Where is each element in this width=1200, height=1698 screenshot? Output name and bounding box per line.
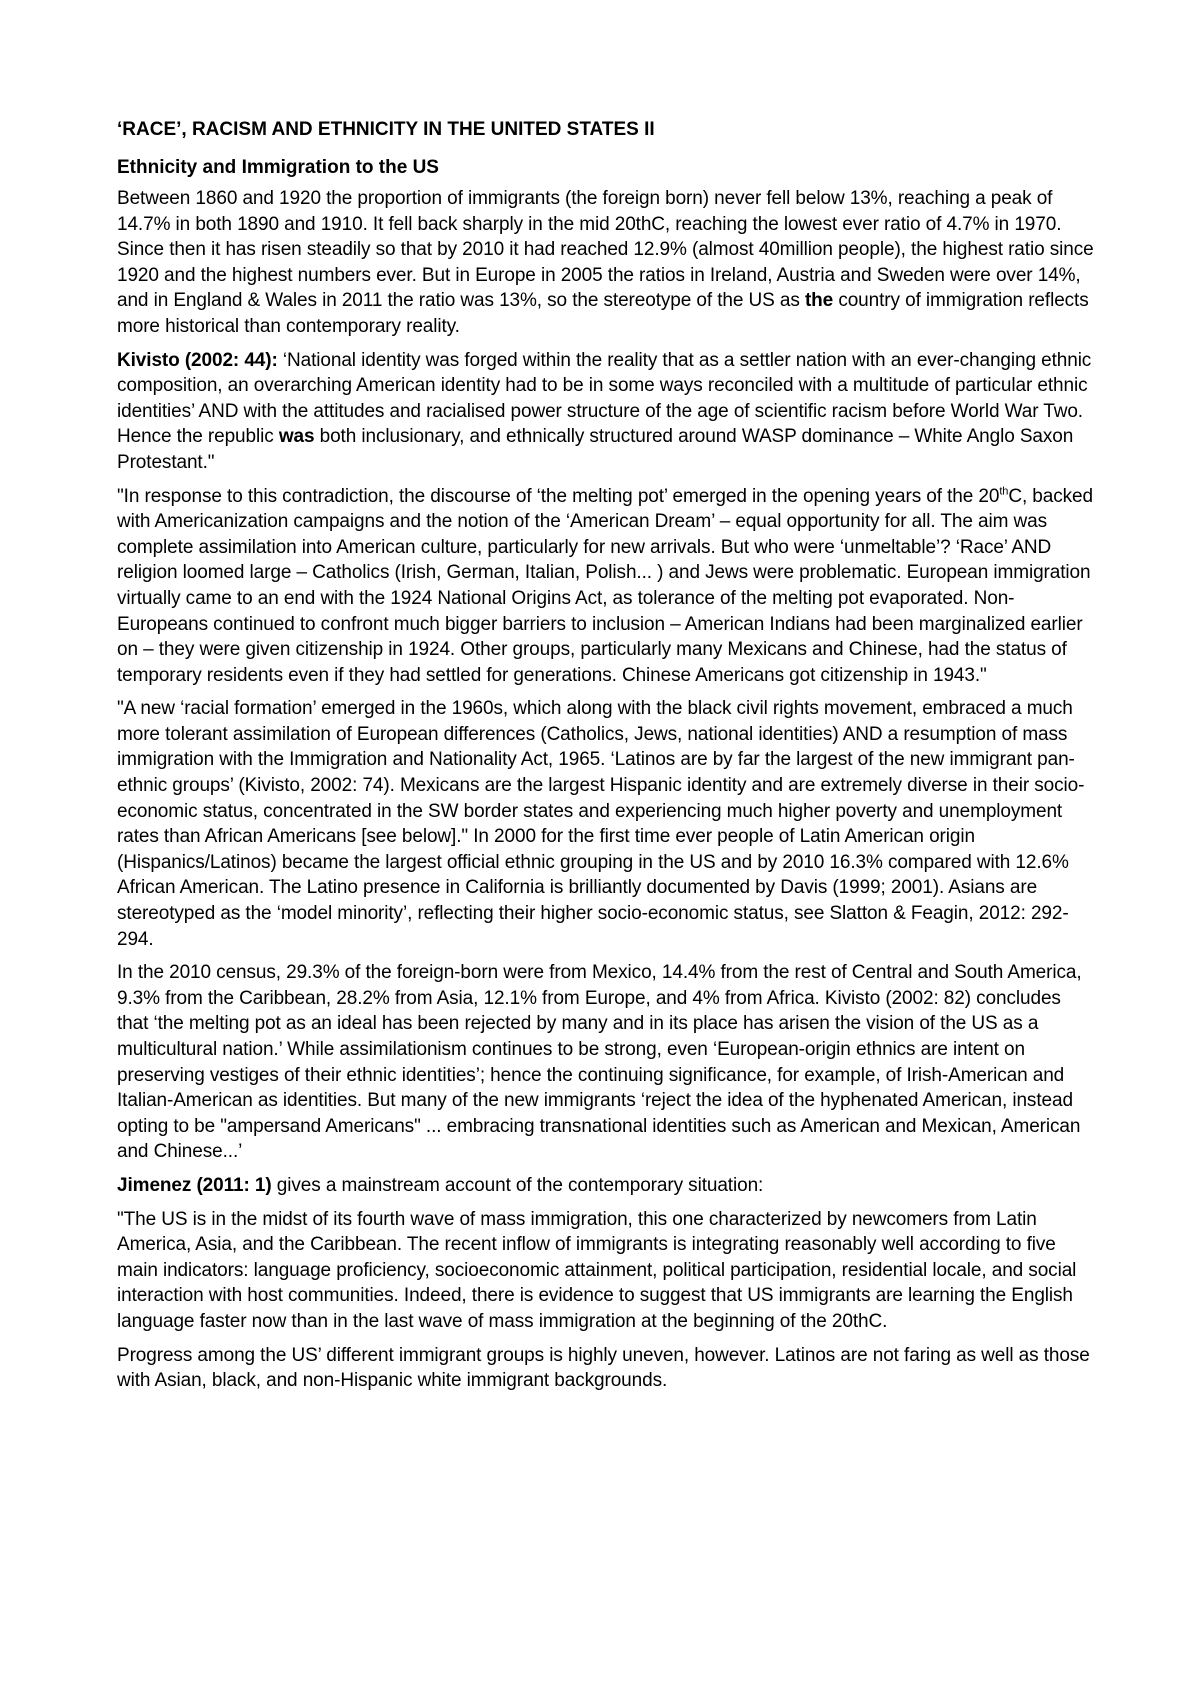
citation: Kivisto (2002: 44): xyxy=(117,349,278,371)
superscript: th xyxy=(999,485,1009,498)
emphasis-text: was xyxy=(278,426,315,448)
paragraph-jimenez-intro xyxy=(117,1173,1095,1199)
paragraph-racial-formation: "A new ‘racial formation’ emerged in the 1960s, which along with the black civil rights movement, embraced a much more tolerant assimilation of European differences (Catholics, Jews, national identities) AND a resumption of mass immigration with the Immigration and Nationality Act, 1965. ‘Latinos are by far the largest of the new immigrant pan-ethnic groups’ (Kivisto, 2002: 74). Mexicans are the largest Hispanic identity and are extremely diverse in their socio-economic status, concentrated in the SW border states and experiencing much higher poverty and unemployment rates than African Americans [see below]." In 2000 for the first time ever people of Latin American origin (Hispanics/Latinos) became the largest official ethnic grouping in the US and by 2010 16.3% compared with 12.6% African American. The Latino presence in California is brilliantly documented by Davis (1999; 2001). Asians are stereotyped as the ‘model minority’, reflecting their higher socio-economic status, see Slatton & Feagin, 2012: 292-294. xyxy=(117,698,1085,950)
paragraph-text: "In response to this contradiction, the discourse of ‘the melting pot’ emerged in the opening years of the 20 xyxy=(117,485,1000,507)
document-title: ‘RACE’, RACISM AND ETHNICITY IN THE UNITED STATES II xyxy=(117,119,655,140)
paragraph-text: both inclusionary, and ethnically structured around WASP dominance – White Anglo Saxon Protestant." xyxy=(117,426,1074,473)
paragraph-progress: Progress among the US’ different immigrant groups is highly uneven, however. Latinos are not faring as well as those with Asian, black, and non-Hispanic white immigrant backgrounds. xyxy=(117,1344,1090,1392)
paragraph-text: Between 1860 and 1920 the proportion of immigrants (the foreign born) never fell below 13%, reaching a peak of 14.7% in both 1890 and 1910. It fell back sharply in the mid 20thC, reaching the lowest ever ratio of 4.7% in 1970. Since then it has risen steadily so that by 2010 it had reached 12.9% (almost 40million people), the highest ratio since 1920 and the highest numbers ever. But in Europe in 2005 the ratios in Ireland, Austria and Sweden were over 14%, and in England & Wales in 2011 the ratio was 13%, so the stereotype of the US as xyxy=(117,188,1094,312)
section-heading: Ethnicity and Immigration to the US xyxy=(117,157,439,178)
paragraph-2010-census: In the 2010 census, 29.3% of the foreign-born were from Mexico, 14.4% from the rest of Central and South America, 9.3% from the Caribbean, 28.2% from Asia, 12.1% from Europe, and 4% from Africa. Kivisto (2002: 82) concludes that ‘the melting pot as an ideal has been rejected by many and in its place has arisen the vision of the US as a multicultural nation.’ While assimilationism continues to be strong, even ‘European-origin ethnics are intent on preserving vestiges of their ethnic identities’; hence the continuing significance, for example, of Irish-American and Italian-American as identities. But many of the new immigrants ‘reject the idea of the hyphenated American, instead opting to be "ampersand Americans" ... embracing transnational identities such as American and Mexican, American and Chinese...’ xyxy=(117,962,1082,1163)
paragraph-melting-pot xyxy=(117,484,1095,689)
paragraph-text: C, backed with Americanization campaigns and the notion of the ‘American Dream’ – equal opportunity for all. The aim was complete assimilation into American culture, particularly for new arrivals. But who were ‘unmeltable’? ‘Race’ AND religion loomed large – Catholics (Irish, German, Italian, Polish... ) and Jews were problematic. European immigration virtually came to an end with the 1924 National Origins Act, as tolerance of the melting pot evaporated. Non-Europeans continued to confront much bigger barriers to inclusion – American Indians had been marginalized earlier on – they were given citizenship in 1924. Other groups, particularly many Mexicans and Chinese, had the status of temporary residents even if they had settled for generations. Chinese Americans got citizenship in 1943." xyxy=(117,485,1093,686)
paragraph-immigration-statistics xyxy=(117,186,1095,340)
paragraph-text: ‘National identity was forged within the reality that as a settler nation with an ever-changing ethnic composition, an overarching American identity had to be in some ways reconciled with a multitude of particular ethnic identities’ AND with the attitudes and racialised power structure of the age of scientific racism before World War Two. Hence the republic xyxy=(117,349,1092,448)
paragraph-jimenez-quote: "The US is in the midst of its fourth wave of mass immigration, this one characterized by newcomers from Latin America, Asia, and the Caribbean. The recent inflow of immigrants is integrating reasonably well according to five main indicators: language proficiency, socioeconomic attainment, political participation, residential locale, and social interaction with host communities. Indeed, there is evidence to suggest that US immigrants are learning the English language faster now than in the last wave of mass immigration at the beginning of the 20thC. xyxy=(117,1208,1077,1332)
emphasis-text: the xyxy=(804,290,834,312)
paragraph-text: gives a mainstream account of the contemporary situation: xyxy=(271,1174,764,1196)
paragraph-text: country of immigration reflects more historical than contemporary reality. xyxy=(117,290,1089,337)
paragraph-kivisto-quote xyxy=(117,348,1095,476)
citation: Jimenez (2011: 1) xyxy=(117,1174,272,1196)
